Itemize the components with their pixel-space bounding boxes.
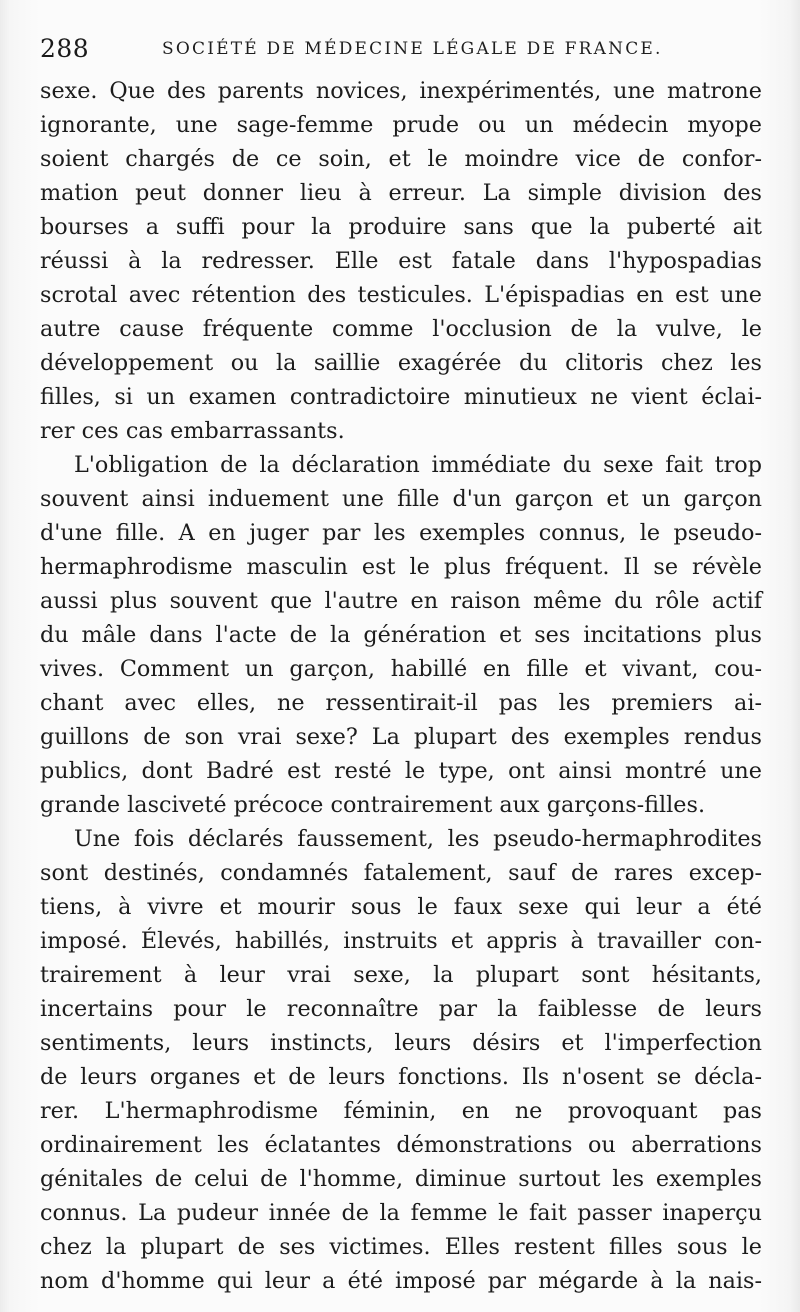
paragraph-3 [40,822,762,1298]
text-line: hermaphrodisme masculin est le plus fréquent. Il se révèle [40,554,762,580]
page-header [40,34,770,70]
text-line: rer. L'hermaphrodisme féminin, en ne provoquant pas [40,1098,762,1124]
text-line: aussi plus souvent que l'autre en raison même du rôle actif [40,588,762,614]
text-line: L'obligation de la déclaration immédiate du sexe fait trop [74,452,762,478]
paragraph-1 [40,74,762,448]
text-line: génitales de celui de l'homme, diminue surtout les exemples [40,1166,762,1192]
text-line: trairement à leur vrai sexe, la plupart sont hésitants, [40,962,762,988]
text-line: rer ces cas embarrassants. [40,418,345,444]
text-line: de leurs organes et de leurs fonctions. Ils n'osent se décla- [40,1064,762,1090]
text-line: d'une fille. A en juger par les exemples connus, le pseudo- [40,520,762,546]
text-line: souvent ainsi induement une fille d'un garçon et un garçon [40,486,762,512]
text-line: grande lasciveté précoce contrairement aux garçons-filles. [40,792,706,818]
text-line: publics, dont Badré est resté le type, ont ainsi montré une [40,758,762,784]
text-line: sexe. Que des parents novices, inexpérimentés, une matrone [40,78,762,104]
text-line: vives. Comment un garçon, habillé en fille et vivant, cou- [40,656,762,682]
text-line: tiens, à vivre et mourir sous le faux sexe qui leur a été [40,894,762,920]
text-line: chez la plupart de ses victimes. Elles restent filles sous le [40,1234,762,1260]
text-line: filles, si un examen contradictoire minutieux ne vient éclai- [40,384,762,410]
body-text [40,74,762,1298]
text-line: sont destinés, condamnés fatalement, sauf de rares excep- [40,860,762,886]
text-line: développement ou la saillie exagérée du clitoris chez les [40,350,762,376]
text-line: connus. La pudeur innée de la femme le fait passer inaperçu [40,1200,762,1226]
text-line: mation peut donner lieu à erreur. La simple division des [40,180,762,206]
text-line: soient chargés de ce soin, et le moindre vice de confor- [40,146,762,172]
text-line: guillons de son vrai sexe? La plupart des exemples rendus [40,724,762,750]
text-line: chant avec elles, ne ressentirait-il pas les premiers ai- [40,690,762,716]
text-line: du mâle dans l'acte de la génération et ses incitations plus [40,622,762,648]
text-line: imposé. Élevés, habillés, instruits et appris à travailler con- [40,928,762,954]
text-line: ignorante, une sage-femme prude ou un médecin myope [40,112,762,138]
text-line: bourses a suffi pour la produire sans que la puberté ait [40,214,762,240]
text-line: ordinairement les éclatantes démonstrations ou aberrations [40,1132,762,1158]
text-line: scrotal avec rétention des testicules. L'épispadias en est une [40,282,762,308]
text-line: incertains pour le reconnaître par la faiblesse de leurs [40,996,762,1022]
text-line: réussi à la redresser. Elle est fatale dans l'hypospadias [40,248,762,274]
text-line: sentiments, leurs instincts, leurs désirs et l'imperfection [40,1030,762,1056]
text-line: Une fois déclarés faussement, les pseudo-hermaphrodites [74,826,762,852]
paragraph-2 [40,448,762,822]
text-line: nom d'homme qui leur a été imposé par mégarde à la nais- [40,1268,762,1294]
running-title: SOCIÉTÉ DE MÉDECINE LÉGALE DE FRANCE. [162,39,663,59]
text-line: autre cause fréquente comme l'occlusion de la vulve, le [40,316,762,342]
page-number: 288 [40,34,90,63]
